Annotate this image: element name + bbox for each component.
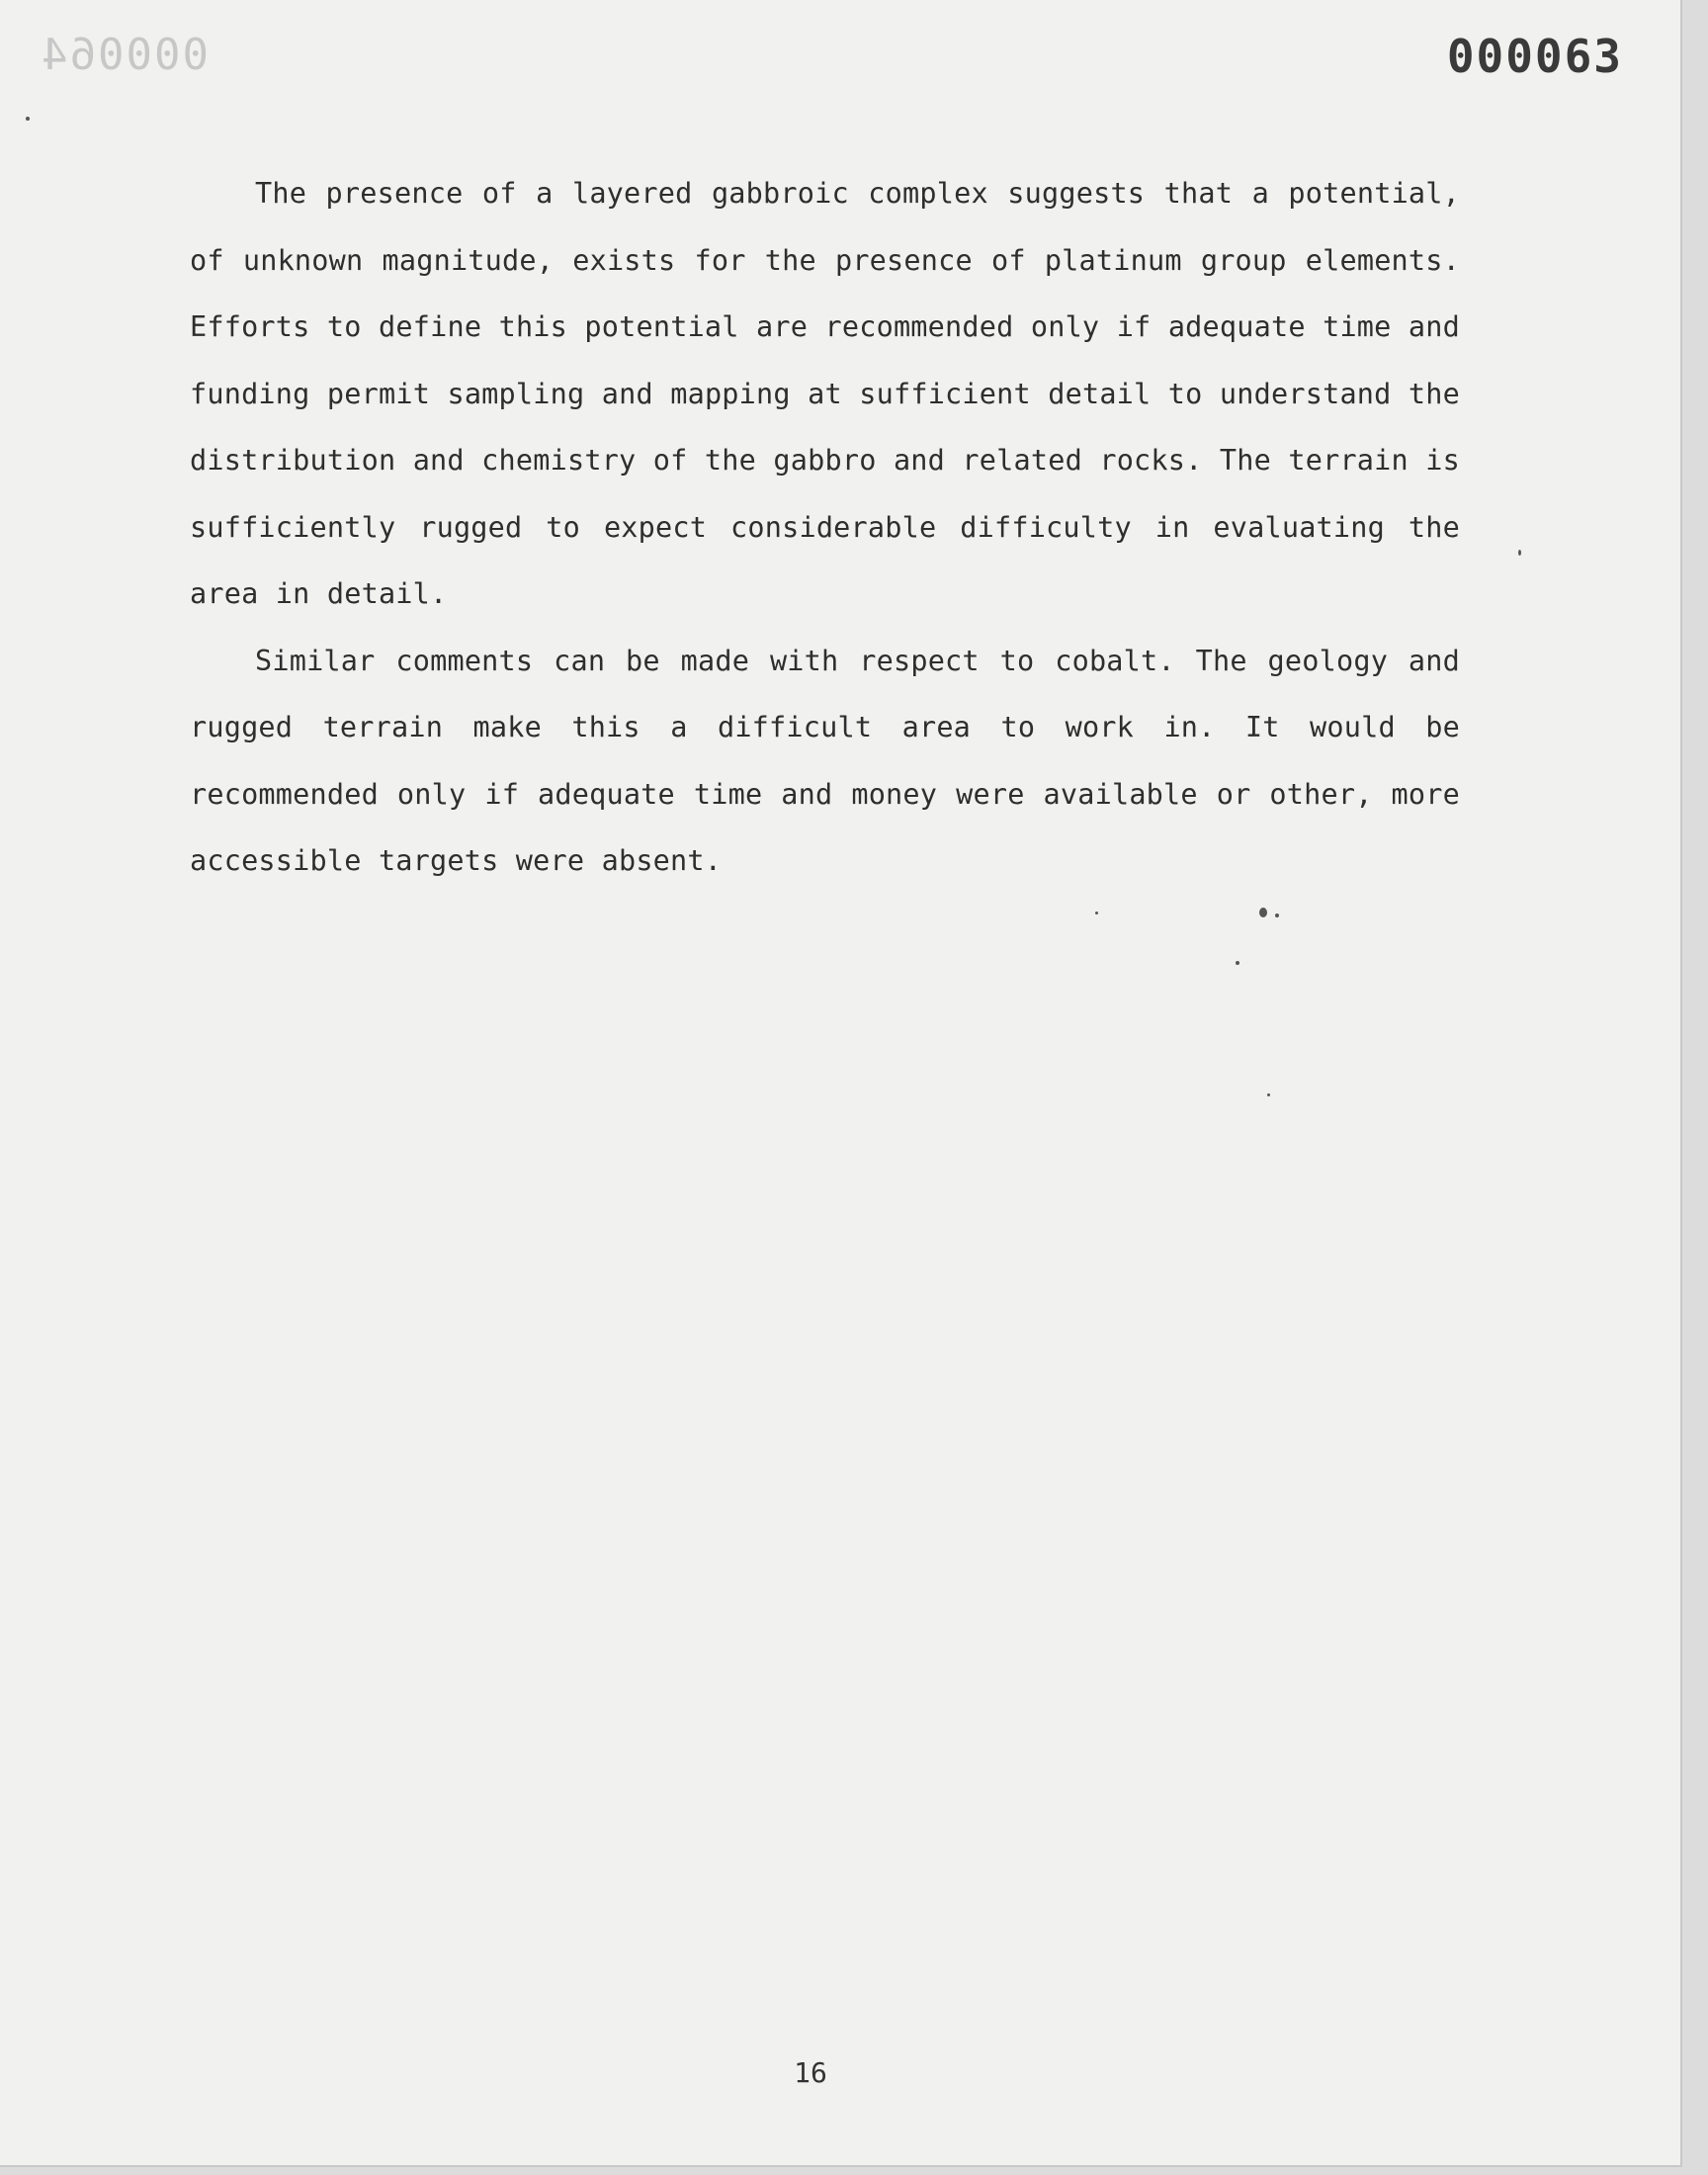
paragraph-cobalt: Similar comments can be made with respect to cobalt. The geology and rugged terrain make this a difficult area to work in. It would be recommended only if adequate time and money were available or other, more accessible targets were absent. (190, 644, 1460, 877)
mirrored-stamp-number: 000064 (40, 30, 209, 80)
body-text (190, 160, 1460, 895)
scan-speck (1275, 914, 1279, 917)
paragraph-platinum: The presence of a layered gabbroic complex suggests that a potential, of unknown magnitude, exists for the presence of platinum group elements. Efforts to define this potential are recommended only if adequate time and funding permit sampling and mapping at sufficient detail to understand the distribution and chemistry of the gabbro and related rocks. The terrain is sufficiently rugged to expect considerable difficulty in evaluating the area in detail. (190, 177, 1460, 610)
scan-speck (1236, 961, 1239, 965)
scan-speck (1259, 908, 1267, 917)
stamp-number: 000063 (1446, 30, 1623, 83)
scan-speck (26, 117, 30, 121)
scan-speck (1267, 1093, 1270, 1096)
scan-speck (1095, 912, 1098, 914)
page-number: 16 (794, 2056, 827, 2089)
scan-speck (1518, 550, 1521, 556)
